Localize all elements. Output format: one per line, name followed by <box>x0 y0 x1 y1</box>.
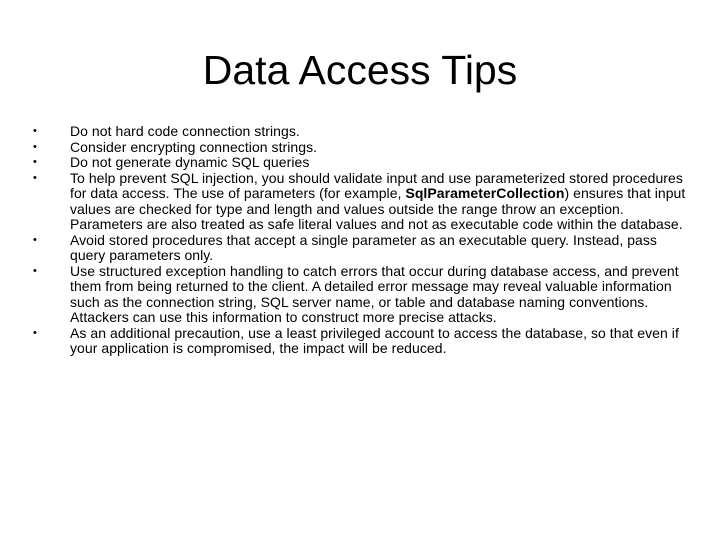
bullet-text: Do not hard code connection strings. <box>70 123 300 139</box>
bullet-icon: • <box>33 264 37 277</box>
bullet-text: As an additional precaution, use a least privileged account to access the database, so that even if your application is compromised, the impact will be reduced. <box>70 324 679 356</box>
bullet-icon: • <box>33 156 37 168</box>
bullet-item <box>30 171 692 233</box>
bullet-icon: • <box>33 233 37 246</box>
bullet-item <box>30 140 692 156</box>
bullet-item <box>30 264 692 326</box>
bullet-item <box>30 124 692 140</box>
bullet-text: Use structured exception handling to catch errors that occur during database access, and prevent them from being returned to the client. A detailed error message may reveal valuable information such as the connection string, SQL server name, or table and database naming conventions. Attackers can use this information to construct more precise attacks. <box>70 262 679 325</box>
bullet-icon: • <box>33 171 37 184</box>
slide-title: Data Access Tips <box>202 47 518 93</box>
bullet-text: Consider encrypting connection strings. <box>70 138 318 155</box>
bullet-text: Do not generate dynamic SQL queries <box>70 154 310 170</box>
bullet-text-bold: SqlParameterCollection <box>405 185 565 201</box>
bullet-text-before: To help prevent SQL injection, you should validate input and use parameterized stored procedures for data access. The use of parameters (for example, <box>70 169 683 201</box>
bullet-icon: • <box>33 326 37 339</box>
bullet-list <box>30 124 692 357</box>
bullet-icon: • <box>33 140 37 153</box>
bullet-item <box>30 233 692 264</box>
bullet-item <box>30 326 692 357</box>
bullet-text-after: ) ensures that input values are checked for type and length and values outside the range throw an exception. Parameters are also treated as safe literal values and not as executable code within the database. <box>70 185 686 232</box>
bullet-text: Avoid stored procedures that accept a single parameter as an executable query. Instead, pass query parameters only. <box>70 231 657 263</box>
bullet-item <box>30 155 692 171</box>
bullet-icon: • <box>33 125 37 137</box>
